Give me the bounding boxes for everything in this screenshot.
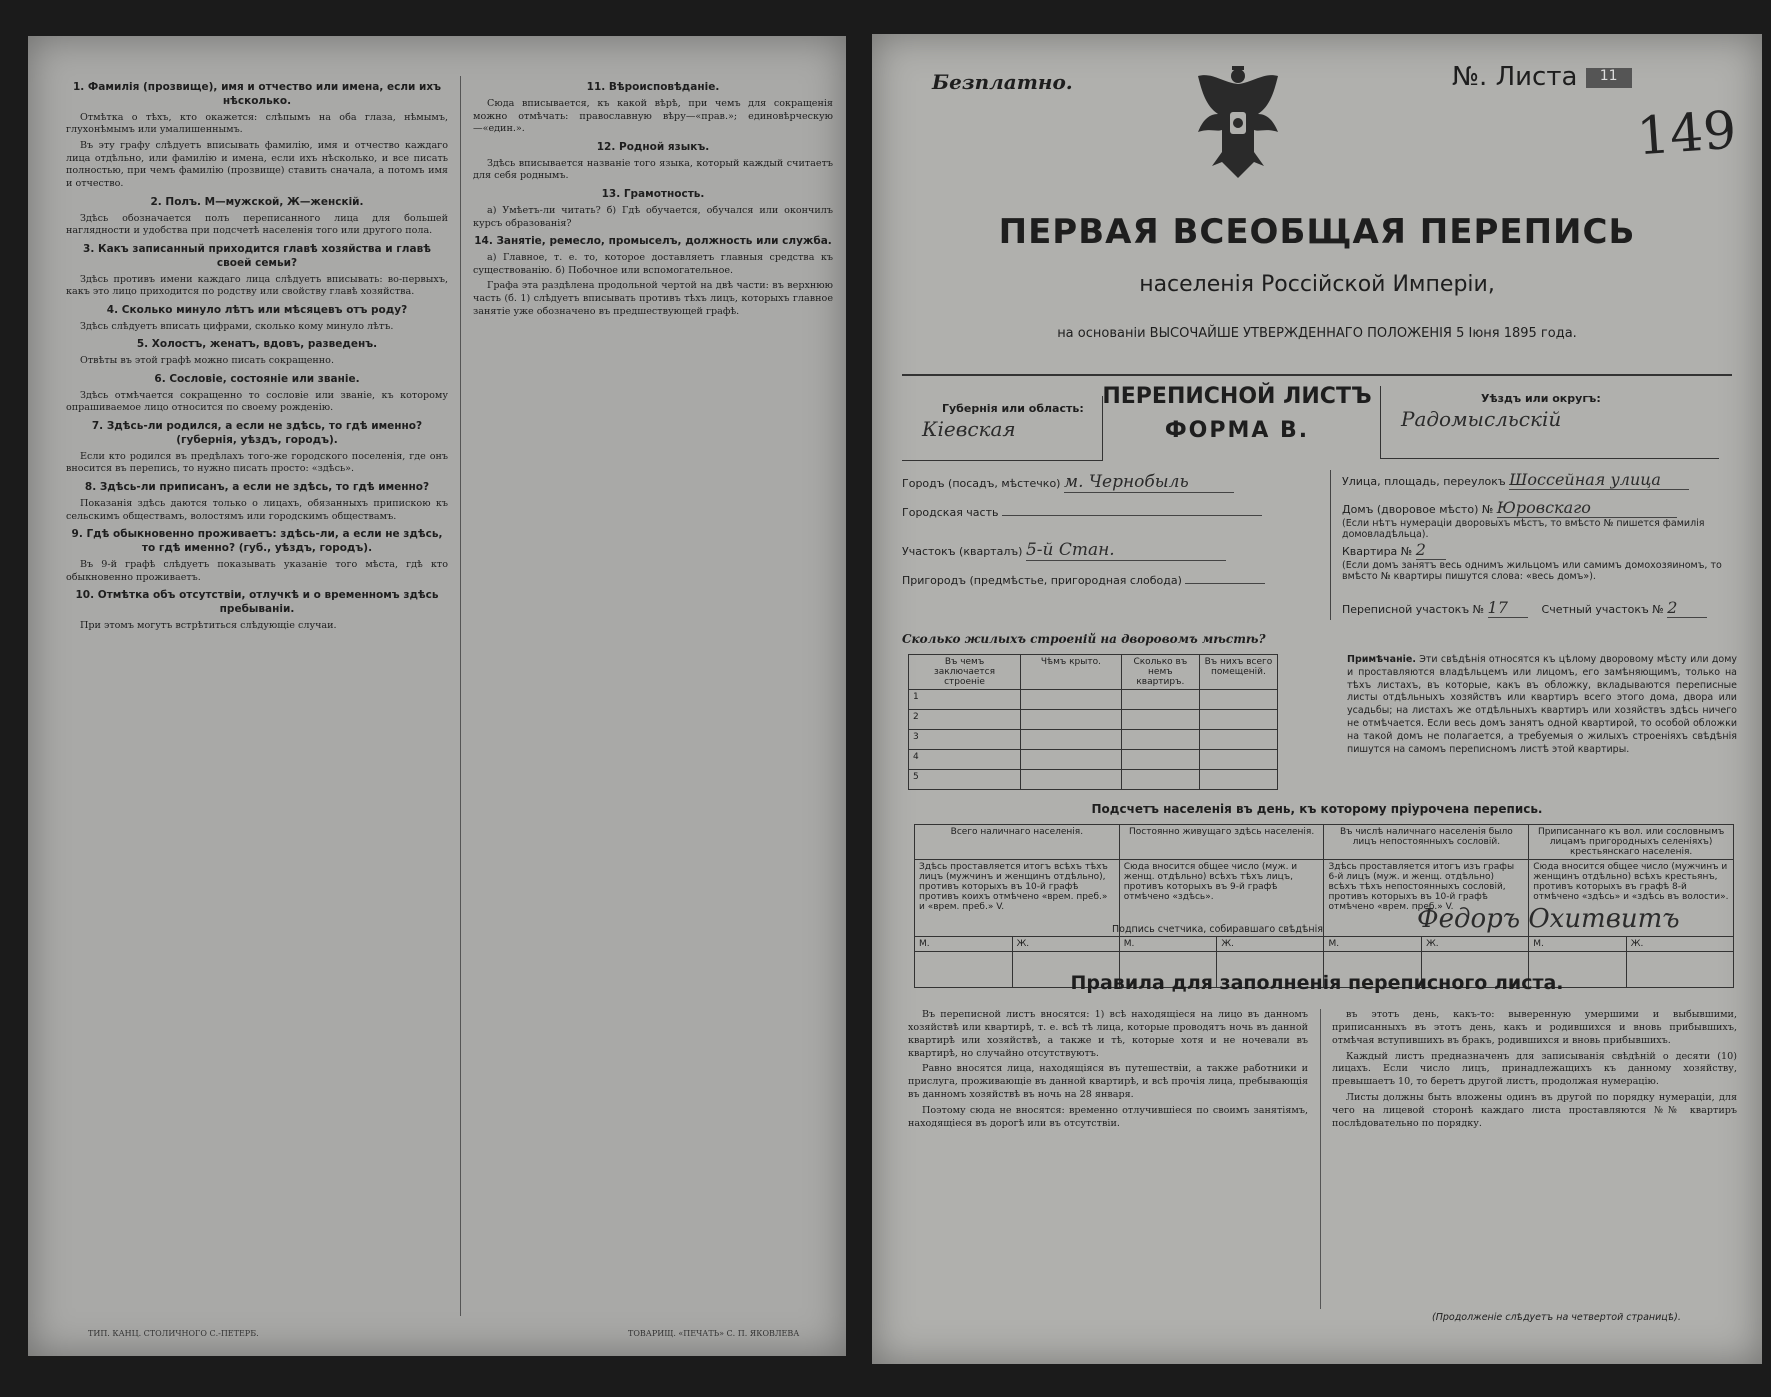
imperial-eagle-emblem <box>1192 62 1284 182</box>
buildings-row-number: 2 <box>909 710 1021 730</box>
sheet-number <box>1452 62 1632 92</box>
field-house <box>1342 498 1742 518</box>
signature-value: Федоръ Охитвитъ <box>1417 904 1680 934</box>
field-street-value: Шоссейная улица <box>1509 470 1689 490</box>
field-census-district-label: Переписной участокъ № <box>1342 603 1485 616</box>
field-quarter-value: 5-й Стан. <box>1026 540 1226 561</box>
uezd-label: Уѣздъ или округъ: <box>1481 392 1601 405</box>
rules-column-left <box>908 1009 1308 1134</box>
buildings-row-number: 3 <box>909 730 1021 750</box>
field-census-district <box>1342 598 1742 618</box>
left-page-instructions <box>28 36 846 1356</box>
instruction-heading: 1. Фамилія (прозвище), имя и отчество или имена, если ихъ нѣсколько. <box>72 81 442 107</box>
field-suburb <box>902 574 1322 608</box>
field-quarter <box>902 540 1322 574</box>
buildings-header: Въ нихъ всего помещеній. <box>1199 655 1277 690</box>
form-type-title: ФОРМА В. <box>1164 418 1310 443</box>
tally-note: Сюда вносится общее число (мужчинъ и женщинъ отдѣльно) всѣхъ крестьянъ, противъ которыхъ въ графѣ 8-й отмѣчено «здѣсь» и «здѣсь въ волости». <box>1529 860 1734 937</box>
instruction-text: Если кто родился въ предѣлахъ того-же городского поселенія, где онъ вносится въ перепись, то нужно писать просто: «здѣсь». <box>66 450 448 475</box>
gubernia-label: Губернія или область: <box>942 402 1084 415</box>
tally-header: Приписаннаго къ вол. или сословнымъ лицамъ пригородныхъ селеніяхъ) крестьянскаго населенія. <box>1529 825 1734 860</box>
instruction-text: При этомъ могутъ встрѣтиться слѣдующіе случаи. <box>80 620 337 632</box>
sheet-number-label: №. Листа <box>1452 62 1578 92</box>
field-census-district-value: 17 <box>1488 598 1528 618</box>
instruction-heading: 2. Полъ. М—мужской, Ж—женскій. <box>150 195 364 208</box>
field-flat-label: Квартира № <box>1342 545 1413 558</box>
field-house-label: Домъ (дворовое мѣсто) № <box>1342 503 1494 516</box>
instruction-heading: 6. Сословіе, состояніе или званіе. <box>154 372 360 385</box>
instructions-column-left <box>66 76 448 636</box>
field-city-part <box>902 506 1322 540</box>
instructions-column-right <box>473 76 833 321</box>
signature-label: Подпись счетчика, собиравшаго свѣдѣнія <box>1112 924 1323 935</box>
instruction-text: Отмѣтка о тѣхъ, кто окажется: слѣпымъ на оба глаза, нѣмымъ, глухонѣмымъ или умалишеннымъ. <box>66 111 448 136</box>
field-town-value: м. Чернобыль <box>1064 472 1234 493</box>
uezd-value: Радомысльскій <box>1401 407 1562 431</box>
field-town-label: Городъ (посадъ, мѣстечко) <box>902 477 1061 490</box>
buildings-row-number: 5 <box>909 770 1021 790</box>
tally-header: Всего наличнаго населенія. <box>915 825 1120 860</box>
tally-header: Въ числѣ наличнаго населенія было лицъ непостоянныхъ сословій. <box>1324 825 1529 860</box>
free-label: Безплатно. <box>932 70 1073 94</box>
buildings-row-number: 4 <box>909 750 1021 770</box>
instruction-heading: 14. Занятіе, ремесло, промыселъ, должность или служба. <box>474 235 832 248</box>
instruction-heading: 10. Отмѣтка объ отсутствіи, отлучкѣ и о временномъ здѣсь пребываніи. <box>75 589 439 616</box>
instruction-text: Отвѣты въ этой графѣ можно писать сокращенно. <box>80 355 335 367</box>
header-rule <box>902 374 1732 376</box>
handwritten-folio-number: 149 <box>1635 100 1739 168</box>
instruction-text: а) Умѣетъ-ли читать? б) Гдѣ обучается, обучался или окончилъ курсъ образованія? <box>473 204 833 229</box>
address-divider <box>1330 470 1331 620</box>
field-counting-district-label: Счетный участокъ № <box>1541 603 1664 616</box>
uezd-box <box>1380 386 1719 459</box>
buildings-header: Въ чемъ заключается строеніе <box>909 655 1021 690</box>
instruction-heading: 8. Здѣсь-ли приписанъ, а если не здѣсь, то гдѣ именно? <box>84 481 430 494</box>
field-suburb-value <box>1185 583 1265 584</box>
field-house-note: (Если нѣтъ нумераціи дворовыхъ мѣстъ, то вмѣсто № пишется фамилія домовладѣльца). <box>1342 518 1705 540</box>
instruction-heading: 9. Гдѣ обыкновенно проживаетъ: здѣсь-ли, а если не здѣсь, то гдѣ именно? (губ., уѣздъ, городъ). <box>71 528 443 555</box>
field-city-part-value <box>1002 515 1262 516</box>
rules-title: Правила для заполненія переписного листа. <box>1070 972 1564 994</box>
field-street-label: Улица, площадь, переулокъ <box>1342 475 1506 488</box>
right-page-census-form <box>872 34 1762 1364</box>
field-counting-district-value: 2 <box>1667 598 1707 618</box>
field-flat-note: (Если домъ занятъ весь однимъ жильцомъ или самимъ домохозяиномъ, то вмѣсто № квартиры пишутся слова: «весь домъ»). <box>1342 560 1722 582</box>
printer-footer-left: ТИП. КАНЦ. СТОЛИЧНОГО С.-ПЕТЕРБ. <box>88 1329 259 1338</box>
field-house-value: Юровскаго <box>1497 498 1677 518</box>
tally-female-label: Ж. <box>1422 937 1529 952</box>
rule-paragraph: Листы должны быть вложены одинъ въ другой по порядку нумераціи, для чего на лицевой сторонѣ каждаго листа проставляются №№ квартиръ послѣдовательно по порядку. <box>1332 1092 1737 1129</box>
tally-note: Здѣсь проставляется итогъ всѣхъ тѣхъ лицъ (мужчинъ и женщинъ отдѣльно), противъ которыхъ въ 10-й графѣ противъ коихъ отмѣчено «врем. преб.» и «врем. преб.» V. <box>915 860 1120 937</box>
tally-female-label: Ж. <box>1012 937 1119 952</box>
tally-female-label: Ж. <box>1217 937 1324 952</box>
rule-paragraph: Каждый листъ предназначенъ для записыванія свѣдѣній о десяти (10) лицахъ. Если число лицъ, принадлежащихъ къ данному хозяйству, превышаетъ 10, то беретъ другой листъ, продолжая нумерацію. <box>1332 1050 1737 1088</box>
form-main-title: ПЕРВАЯ ВСЕОБЩАЯ ПЕРЕПИСЬ <box>998 212 1636 252</box>
buildings-header: Чѣмъ крыто. <box>1021 655 1122 690</box>
instruction-heading: 13. Грамотность. <box>601 188 705 200</box>
tally-male-label: М. <box>1119 937 1217 952</box>
tally-male-label: М. <box>1529 937 1627 952</box>
instruction-text: Здѣсь обозначается полъ переписанного лица для большей наглядности и удобства при подсчетѣ населенія того или другого пола. <box>66 212 448 237</box>
instruction-text: Показанія здѣсь даются только о лицахъ, обязанныхъ припискою къ сельскимъ обществамъ, волостямъ или городскимъ обществамъ. <box>66 497 448 522</box>
instruction-text: Здѣсь противъ имени каждаго лица слѣдуетъ вписывать: во-первыхъ, какъ это лицо приходится по родству или свойству главѣ хозяйства. <box>66 273 448 298</box>
instruction-text: Въ эту графу слѣдуетъ вписывать фамилію, имя и отчество каждаго лица отдѣльно, или фамилію и имена, если ихъ нѣсколько, и все писать полностью, при чемъ фамилію (прозвище) ставить сначала, а потомъ имя и отчество. <box>66 140 448 189</box>
rules-column-right <box>1332 1009 1737 1134</box>
field-suburb-label: Пригородъ (предмѣстье, пригородная слобода) <box>902 574 1182 587</box>
instruction-text: а) Главное, т. е. то, которое доставляетъ главныя средства къ существованію. б) Побочное или вспомогательное. <box>473 252 833 276</box>
instruction-heading: 4. Сколько минуло лѣтъ или мѣсяцевъ отъ роду? <box>106 303 408 316</box>
tally-male-label: М. <box>1324 937 1422 952</box>
instruction-text: Здѣсь вписывается названіе того языка, который каждый считаетъ для себя роднымъ. <box>473 157 833 182</box>
field-quarter-label: Участокъ (кварталъ) <box>902 545 1023 558</box>
tally-header: Постоянно живущаго здѣсь населенія. <box>1119 825 1324 860</box>
note-text: Эти свѣдѣнія относятся къ цѣлому дворовому мѣсту или дому и проставляются владѣльцемъ или лицомъ, его замѣняющимъ, только на тѣхъ листахъ, въ которые, какъ въ обложку, вкладываются переписные листы отдѣльныхъ хозяйствъ или квартиръ всего этого дома, двора или усадьбы; на листахъ же отдѣльныхъ квартиръ или хозяйствъ здѣсь ничего не отмѣчается. Если весь домъ занятъ одной квартирой, то особой обложки на такой домъ не полагается, а требуемыя о жилыхъ строеніяхъ свѣдѣнія пишутся на самомъ переписномъ листѣ этой квартиры. <box>1347 654 1737 755</box>
sheet-title: ПЕРЕПИСНОЙ ЛИСТЪ <box>1102 384 1372 409</box>
instruction-text: Графа эта раздѣлена продольной чертой на двѣ части: въ верхнюю часть (б. 1) слѣдуетъ вписывать противъ тѣхъ лицъ, которыхъ главное занятіе уже обозначено въ предшествующей графѣ. <box>473 280 833 317</box>
instruction-heading: 7. Здѣсь-ли родился, а если не здѣсь, то гдѣ именно? (губернія, уѣздъ, городъ). <box>91 420 423 446</box>
instruction-heading: 5. Холостъ, женатъ, вдовъ, разведенъ. <box>136 338 378 351</box>
gubernia-value: Кіевская <box>922 417 1016 441</box>
buildings-title: Сколько жилыхъ строеній на дворовомъ мѣстѣ? <box>902 632 1266 646</box>
tally-female-label: Ж. <box>1626 937 1733 952</box>
tally-male-label: М. <box>915 937 1013 952</box>
tally-title: Подсчетъ населенія въ день, къ которому пріурочена перепись. <box>1091 802 1543 816</box>
field-flat <box>1342 540 1742 560</box>
address-fields-left <box>902 472 1322 608</box>
rule-paragraph: Поэтому сюда не вносятся: временно отлучившіеся по своимъ занятіямъ, находящіеся въ дорогѣ или въ отсутствіи. <box>908 1104 1308 1129</box>
tally-note: Здѣсь проставляется итогъ изъ графы 6-й лицъ (муж. и женщ. отдѣльно) всѣхъ тѣхъ непостоянныхъ сословій, противъ которыхъ въ 10-й графѣ отмѣчено «врем. преб.» V. <box>1324 860 1529 937</box>
note-block <box>1347 654 1737 757</box>
field-town <box>902 472 1322 506</box>
rule-paragraph: Въ переписной листъ вносятся: 1) всѣ находящіеся на лицо въ данномъ хозяйствѣ или квартирѣ, т. е. всѣ тѣ лица, которые проводятъ ночь въ данной квартирѣ или хозяйствѣ, а также и тѣ, которые хотя и не ночевали въ квартирѣ, но случайно отсутствуютъ. <box>908 1009 1308 1059</box>
instruction-text: Здѣсь слѣдуетъ вписать цифрами, сколько кому минуло лѣтъ. <box>80 320 394 332</box>
printer-footer-right: ТОВАРИЩ. «ПЕЧАТЬ» С. П. ЯКОВЛЕВА <box>628 1329 800 1338</box>
gubernia-box <box>902 396 1103 461</box>
field-street <box>1342 470 1742 498</box>
form-subtitle: населенія Россійской Имперіи, <box>1139 272 1495 297</box>
rule-paragraph: въ этотъ день, какъ-то: выверенную умершими и выбывшими, приписанныхъ въ этотъ день, какъ и родившихся и вновь прибывшихъ, отмѣчая вступившихъ въ бракъ, родившихся и вновь прибывшихъ. <box>1332 1009 1737 1046</box>
instruction-heading: 12. Родной языкъ. <box>596 140 710 153</box>
buildings-header: Сколько въ немъ квартиръ. <box>1121 655 1199 690</box>
instruction-heading: 11. Вѣроисповѣданіе. <box>586 81 720 93</box>
buildings-row-number: 1 <box>909 690 1021 710</box>
instruction-text: Здѣсь отмѣчается сокращенно то сословіе или званіе, къ которому опрашиваемое лицо относится по своему рожденію. <box>66 389 448 414</box>
instruction-text: Въ 9-й графѣ слѣдуетъ показывать указаніе того мѣста, гдѣ кто обыкновенно проживаетъ. <box>66 558 448 583</box>
rule-paragraph: Равно вносятся лица, находящіяся въ путешествіи, а также работники и прислуга, проживающіе въ данной квартирѣ, и всѣ прочія лица, пребывающія въ данномъ хозяйствѣ въ ночь на 28 января. <box>908 1063 1308 1101</box>
rules-divider <box>1320 1009 1321 1309</box>
buildings-table <box>908 654 1278 790</box>
note-label: Примѣчаніе. <box>1347 654 1416 665</box>
sheet-number-value: 11 <box>1586 68 1632 88</box>
form-legal-basis: на основаніи ВЫСОЧАЙШЕ УТВЕРЖДЕННАГО ПОЛОЖЕНІЯ 5 Іюня 1895 года. <box>1057 326 1577 341</box>
field-flat-value: 2 <box>1416 540 1446 560</box>
instruction-heading: 3. Какъ записанный приходится главѣ хозяйства и главѣ своей семьи? <box>83 242 431 269</box>
instruction-text: Сюда вписывается, къ какой вѣрѣ, при чемъ для сокращенія можно отмѣчать: православную вѣру—«прав.»; единовѣрческую—«един.». <box>473 97 833 135</box>
continued-note: (Продолженіе слѣдуетъ на четвертой страницѣ). <box>1432 1312 1681 1323</box>
tally-note: Сюда вносится общее число (муж. и женщ. отдѣльно) всѣхъ тѣхъ лицъ, противъ которыхъ въ 9-й графѣ отмѣчено «здѣсь». <box>1119 860 1324 937</box>
field-city-part-label: Городская часть <box>902 506 999 519</box>
address-fields-right <box>1342 470 1742 618</box>
column-divider <box>460 76 461 1316</box>
